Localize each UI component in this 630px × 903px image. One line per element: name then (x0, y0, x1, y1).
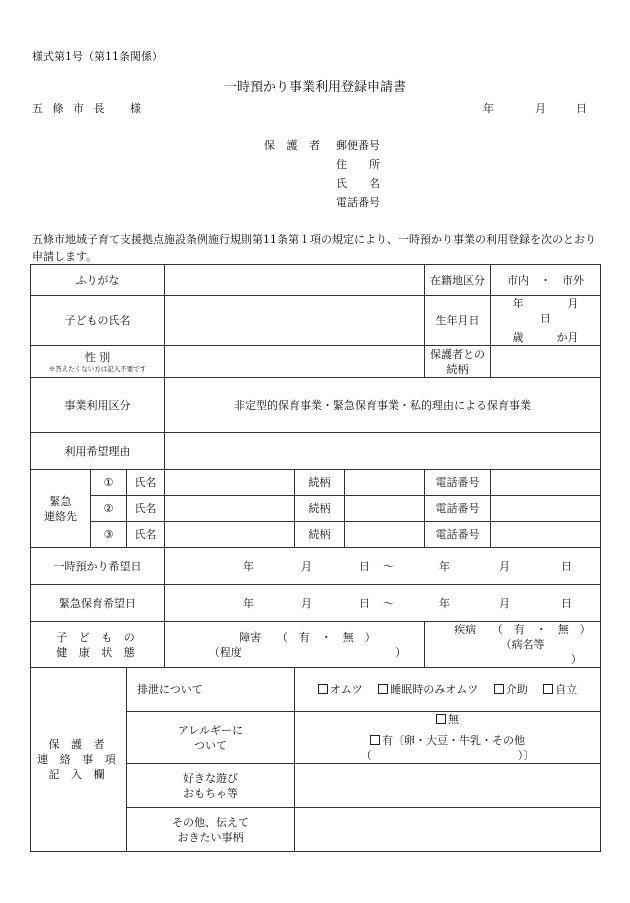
notes-label-cell (31, 668, 127, 852)
reason-label: 利用希望理由 (31, 433, 165, 470)
child-name-field[interactable] (165, 296, 425, 346)
addressee: 五 條 市 長 (32, 102, 108, 115)
contact-rel-field-1[interactable] (345, 470, 425, 496)
form-number: 様式第1号（第11条関係） (32, 50, 163, 63)
contact-tel-label-3: 電話番号 (425, 522, 491, 548)
allergy-label-2: ついて (194, 738, 228, 752)
disability-label: 障害 (239, 630, 262, 644)
date-year: 年 (483, 102, 494, 115)
furigana-field[interactable] (165, 265, 425, 296)
contact-tel-field-2[interactable] (491, 496, 601, 522)
excretion-option-independent[interactable]: 自立 (543, 683, 577, 696)
usage-category-label: 事業利用区分 (31, 378, 165, 433)
excretion-options (295, 668, 601, 712)
other-field[interactable] (295, 808, 601, 852)
name-label: 氏 名 (336, 177, 380, 190)
contact-rel-label-3: 続柄 (295, 522, 345, 548)
gender-field[interactable] (165, 346, 425, 378)
notes-label-3: 記 入 欄 (48, 768, 109, 781)
gender-label: 性 別 (84, 351, 111, 364)
contact-tel-label-2: 電話番号 (425, 496, 491, 522)
contact-rel-label-2: 続柄 (295, 496, 345, 522)
illness-field[interactable] (425, 622, 601, 668)
checkbox-icon (370, 735, 380, 745)
temp-to-month: 月 (499, 559, 511, 573)
illness-paren: （病名等 (500, 638, 545, 651)
health-label-cell (31, 622, 165, 668)
emergency-contact-label (31, 470, 91, 548)
disability-yes-no: （ 有 ・ 無 ） (276, 630, 376, 644)
other-label-2: おきたい事柄 (177, 830, 244, 844)
contact-number-1: ① (91, 470, 127, 496)
contact-name-field-1[interactable] (165, 470, 295, 496)
contact-name-field-2[interactable] (165, 496, 295, 522)
contact-rel-field-3[interactable] (345, 522, 425, 548)
allergy-options (295, 712, 601, 764)
emergency-label-2: 連絡先 (44, 509, 77, 523)
birthdate-field[interactable] (491, 296, 623, 346)
health-label-1: 子 ど も の (56, 630, 139, 644)
em-from-day: 日 (359, 596, 371, 610)
em-to-day: 日 (561, 596, 573, 610)
birthdate-label: 生年月日 (425, 296, 491, 346)
usage-category-value[interactable]: 非定型的保育事業・緊急保育事業・私的理由による保育事業 (165, 378, 601, 433)
contact-name-label-1: 氏名 (127, 470, 165, 496)
play-label-2: おもちゃ等 (183, 786, 239, 800)
em-tilde: ～ (383, 596, 395, 610)
excretion-option-assist[interactable]: 介助 (494, 683, 528, 696)
honorific: 様 (130, 102, 141, 115)
guardian-label: 保 護 者 (264, 139, 324, 152)
other-label-1: その他、伝えて (172, 815, 250, 829)
date-day: 日 (576, 102, 587, 115)
excretion-option-sleep-diaper[interactable]: 睡眠時のみオムツ (378, 683, 478, 696)
emergency-label-1: 緊急 (49, 494, 72, 508)
temp-from-month: 月 (301, 559, 313, 573)
em-to-month: 月 (499, 596, 511, 610)
reason-field[interactable] (165, 433, 601, 470)
phone-label: 電話番号 (336, 196, 380, 209)
allergy-none-option[interactable]: 無 (299, 712, 596, 727)
registration-form-table (30, 264, 623, 852)
allergy-yes-option[interactable]: 有〔卵・大豆・牛乳・その他（ ）〕 (360, 734, 535, 762)
contact-name-label-2: 氏名 (127, 496, 165, 522)
em-from-year: 年 (243, 596, 255, 610)
contact-tel-label-1: 電話番号 (425, 470, 491, 496)
emergency-date-label: 緊急保育希望日 (31, 585, 165, 622)
contact-tel-field-3[interactable] (491, 522, 601, 548)
illness-close: ） (571, 653, 583, 666)
gender-note: ※答えたくない方は記入不要です (48, 365, 147, 373)
temp-date-field[interactable] (165, 548, 601, 585)
contact-number-3: ③ (91, 522, 127, 548)
temp-date-label: 一時預かり希望日 (31, 548, 165, 585)
disability-paren: （程度 (208, 645, 242, 659)
contact-rel-field-2[interactable] (345, 496, 425, 522)
furigana-label: ふりがな (31, 265, 165, 296)
disability-close: ） (395, 645, 407, 659)
relationship-label-1: 保護者との (430, 347, 486, 361)
health-label-2: 健 康 状 態 (56, 645, 139, 659)
temp-to-day: 日 (561, 559, 573, 573)
disability-field[interactable] (165, 622, 425, 668)
illness-label: 疾病 (454, 623, 477, 636)
contact-name-label-3: 氏名 (127, 522, 165, 548)
illness-yes-no: （ 有 ・ 無 ） (491, 623, 591, 636)
checkbox-icon (378, 684, 388, 694)
other-label-cell (127, 808, 295, 852)
address-label: 住 所 (336, 158, 380, 171)
temp-from-year: 年 (243, 559, 255, 573)
relationship-label-cell (425, 346, 491, 378)
district-label: 在籍地区分 (425, 265, 491, 296)
excretion-option-diaper[interactable]: オムツ (318, 683, 363, 696)
date-month: 月 (535, 102, 546, 115)
allergy-label-cell (127, 712, 295, 764)
play-label-1: 好きな遊び (183, 771, 239, 785)
relationship-field[interactable] (491, 346, 601, 378)
contact-tel-field-1[interactable] (491, 470, 601, 496)
checkbox-icon (436, 714, 446, 724)
temp-tilde: ～ (383, 559, 395, 573)
child-name-label: 子どもの氏名 (31, 296, 165, 346)
district-value[interactable]: 市内 ・ 市外 (491, 265, 601, 296)
temp-to-year: 年 (439, 559, 451, 573)
play-label-cell (127, 764, 295, 808)
contact-rel-label-1: 続柄 (295, 470, 345, 496)
play-field[interactable] (295, 764, 601, 808)
intro-text: 五條市地域子育て支援拠点施設条例施行規則第11条第１項の規定により、一時預かり事業の利用登録を次のとおり申請します。 (32, 233, 596, 263)
birthdate-ymd: 年 月 日 (512, 297, 623, 325)
notes-label-2: 連 絡 事 項 (37, 753, 120, 766)
em-from-month: 月 (301, 596, 313, 610)
checkbox-icon (494, 684, 504, 694)
checkbox-icon (318, 684, 328, 694)
document-title: 一時預かり事業利用登録申請書 (223, 80, 406, 95)
excretion-label: 排泄について (127, 668, 295, 712)
em-to-year: 年 (439, 596, 451, 610)
contact-number-2: ② (91, 496, 127, 522)
gender-label-cell (31, 346, 165, 378)
notes-label-1: 保 護 者 (48, 738, 109, 751)
relationship-label-2: 続柄 (446, 362, 469, 376)
temp-from-day: 日 (359, 559, 371, 573)
emergency-date-field[interactable] (165, 585, 601, 622)
age-field: 歳 か月 (512, 331, 579, 344)
contact-name-field-3[interactable] (165, 522, 295, 548)
postal-code-label: 郵便番号 (336, 139, 380, 152)
checkbox-icon (543, 684, 553, 694)
allergy-label-1: アレルギーに (177, 723, 244, 737)
